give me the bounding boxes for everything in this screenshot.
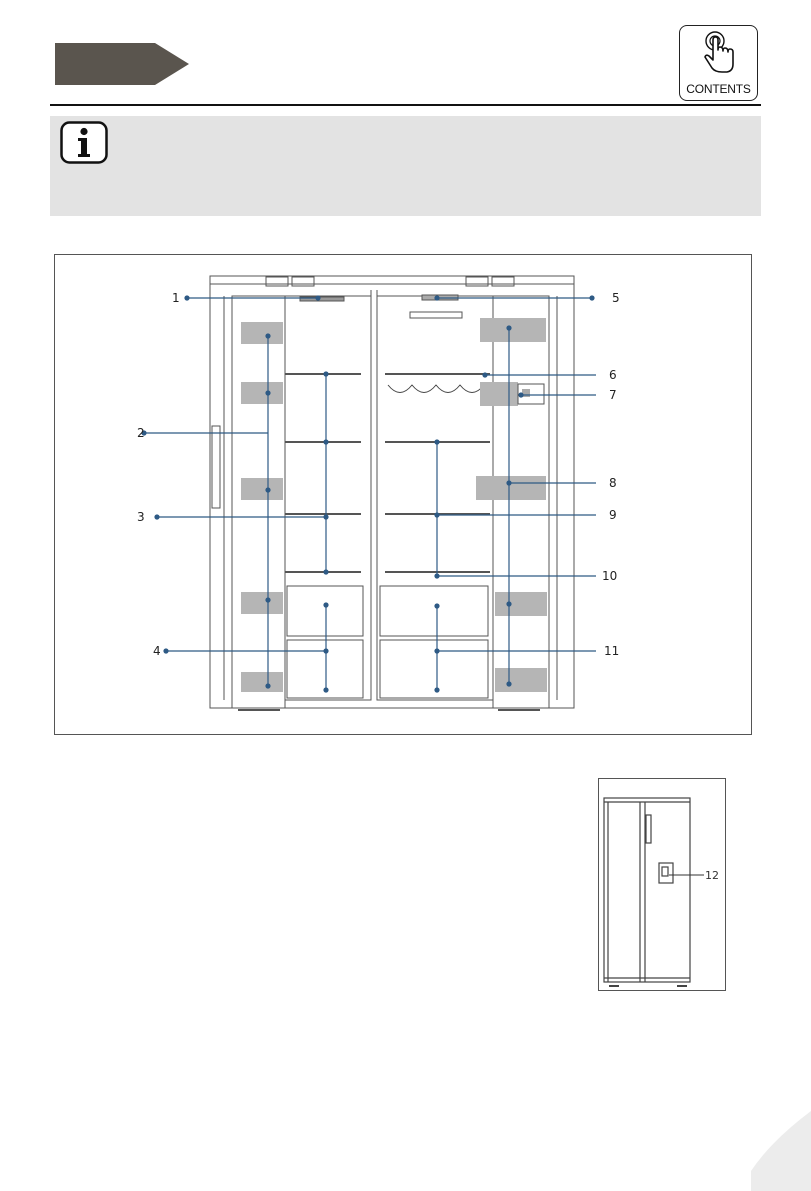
callout-9: 9 xyxy=(609,508,617,522)
door-bin xyxy=(476,476,546,500)
wine-rack xyxy=(388,385,484,393)
callout-5: 5 xyxy=(612,291,620,305)
exterior-handle xyxy=(646,815,651,843)
callout-12: 12 xyxy=(705,869,719,882)
callout-6: 6 xyxy=(609,368,617,382)
door-handle xyxy=(212,426,220,508)
callout-2: 2 xyxy=(137,426,145,440)
callout-11: 11 xyxy=(604,644,620,658)
callout-3: 3 xyxy=(137,510,145,524)
callout-1: 1 xyxy=(172,291,180,305)
top-hinge-right xyxy=(466,277,488,286)
left-door xyxy=(232,296,285,708)
door-bin xyxy=(480,382,518,406)
door-bin xyxy=(241,382,283,404)
fridge-exterior-diagram xyxy=(599,779,725,990)
right-door xyxy=(493,296,549,708)
water-dispenser xyxy=(659,863,673,883)
door-bin xyxy=(241,592,283,614)
crisper-drawer-right-lower xyxy=(380,640,488,698)
fridge-body xyxy=(604,798,690,982)
callout-7: 7 xyxy=(609,388,617,402)
crisper-drawer-left-upper xyxy=(287,586,363,636)
door-bin xyxy=(241,672,283,692)
callout-10: 10 xyxy=(602,569,618,583)
door-bin xyxy=(495,668,547,692)
callout-8: 8 xyxy=(609,476,617,490)
contents-label: CONTENTS xyxy=(686,82,751,96)
door-bin xyxy=(480,318,546,342)
callout-4: 4 xyxy=(153,644,161,658)
top-hinge-left xyxy=(266,277,288,286)
crisper-drawer-right-upper xyxy=(380,586,488,636)
fridge-exterior-figure xyxy=(598,778,726,991)
door-bin xyxy=(241,322,283,344)
page-corner-decoration xyxy=(751,1111,811,1191)
door-bin xyxy=(241,478,283,500)
door-bin xyxy=(495,592,547,616)
